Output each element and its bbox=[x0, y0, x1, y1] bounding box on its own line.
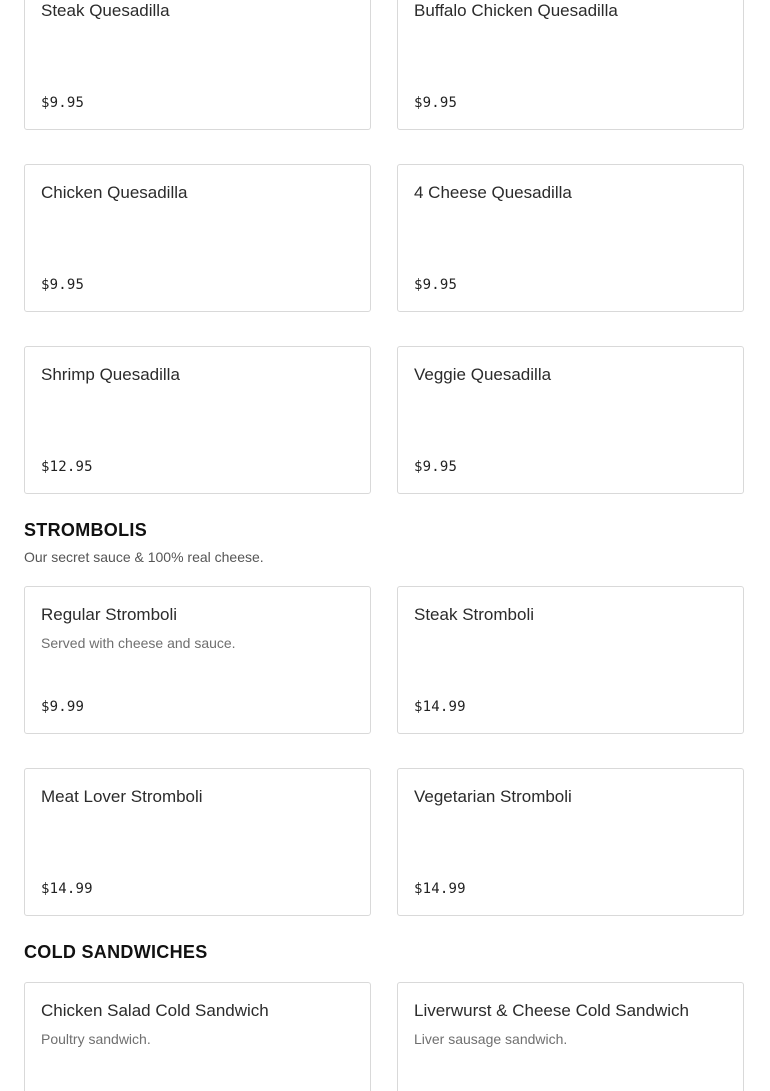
section-title-cold-sandwiches: COLD SANDWICHES bbox=[24, 942, 208, 962]
menu-item-price: $9.95 bbox=[41, 95, 85, 111]
menu-item-price: $9.95 bbox=[414, 277, 458, 293]
menu-item-card[interactable] bbox=[24, 768, 371, 916]
menu-item-name: Steak Stromboli bbox=[414, 605, 534, 624]
menu-item-price: $9.95 bbox=[414, 459, 458, 475]
menu-item-card[interactable] bbox=[397, 164, 744, 312]
menu-item-price: $14.99 bbox=[414, 881, 466, 897]
menu-item-price: $9.99 bbox=[41, 699, 85, 715]
menu-item-card[interactable] bbox=[397, 346, 744, 494]
menu-item-card[interactable] bbox=[397, 0, 744, 130]
menu-item-description: Poultry sandwich. bbox=[41, 1031, 151, 1047]
menu-item-card[interactable] bbox=[24, 0, 371, 130]
menu-item-name: Meat Lover Stromboli bbox=[41, 787, 203, 806]
menu-item-card[interactable] bbox=[24, 346, 371, 494]
menu-item-price: $14.99 bbox=[414, 699, 466, 715]
menu-item-name: Buffalo Chicken Quesadilla bbox=[414, 1, 618, 20]
menu-item-name: Shrimp Quesadilla bbox=[41, 365, 180, 384]
menu-item-name: Chicken Salad Cold Sandwich bbox=[41, 1001, 269, 1020]
menu-item-card[interactable] bbox=[397, 586, 744, 734]
menu-item-card[interactable] bbox=[397, 982, 744, 1091]
menu-item-name: 4 Cheese Quesadilla bbox=[414, 183, 572, 202]
menu-item-name: Regular Stromboli bbox=[41, 605, 178, 624]
section-title-strombolis: STROMBOLIS bbox=[24, 520, 147, 540]
menu-item-price: $14.99 bbox=[41, 881, 93, 897]
menu-item-name: Chicken Quesadilla bbox=[41, 183, 188, 202]
menu-item-card[interactable] bbox=[24, 164, 371, 312]
menu-item-price: $9.95 bbox=[414, 95, 458, 111]
menu-item-name: Liverwurst & Cheese Cold Sandwich bbox=[414, 1001, 689, 1020]
menu-item-description: Served with cheese and sauce. bbox=[41, 635, 236, 651]
menu-item-card[interactable] bbox=[24, 586, 371, 734]
menu-item-price: $12.95 bbox=[41, 459, 93, 475]
menu-item-card[interactable] bbox=[24, 982, 371, 1091]
section-subtitle-strombolis: Our secret sauce & 100% real cheese. bbox=[24, 549, 264, 565]
menu-item-name: Veggie Quesadilla bbox=[414, 365, 552, 384]
menu-item-card[interactable] bbox=[397, 768, 744, 916]
menu-item-description: Liver sausage sandwich. bbox=[414, 1031, 568, 1047]
menu-item-price: $9.95 bbox=[41, 277, 85, 293]
menu-item-name: Steak Quesadilla bbox=[41, 1, 170, 20]
menu-item-name: Vegetarian Stromboli bbox=[414, 787, 572, 806]
